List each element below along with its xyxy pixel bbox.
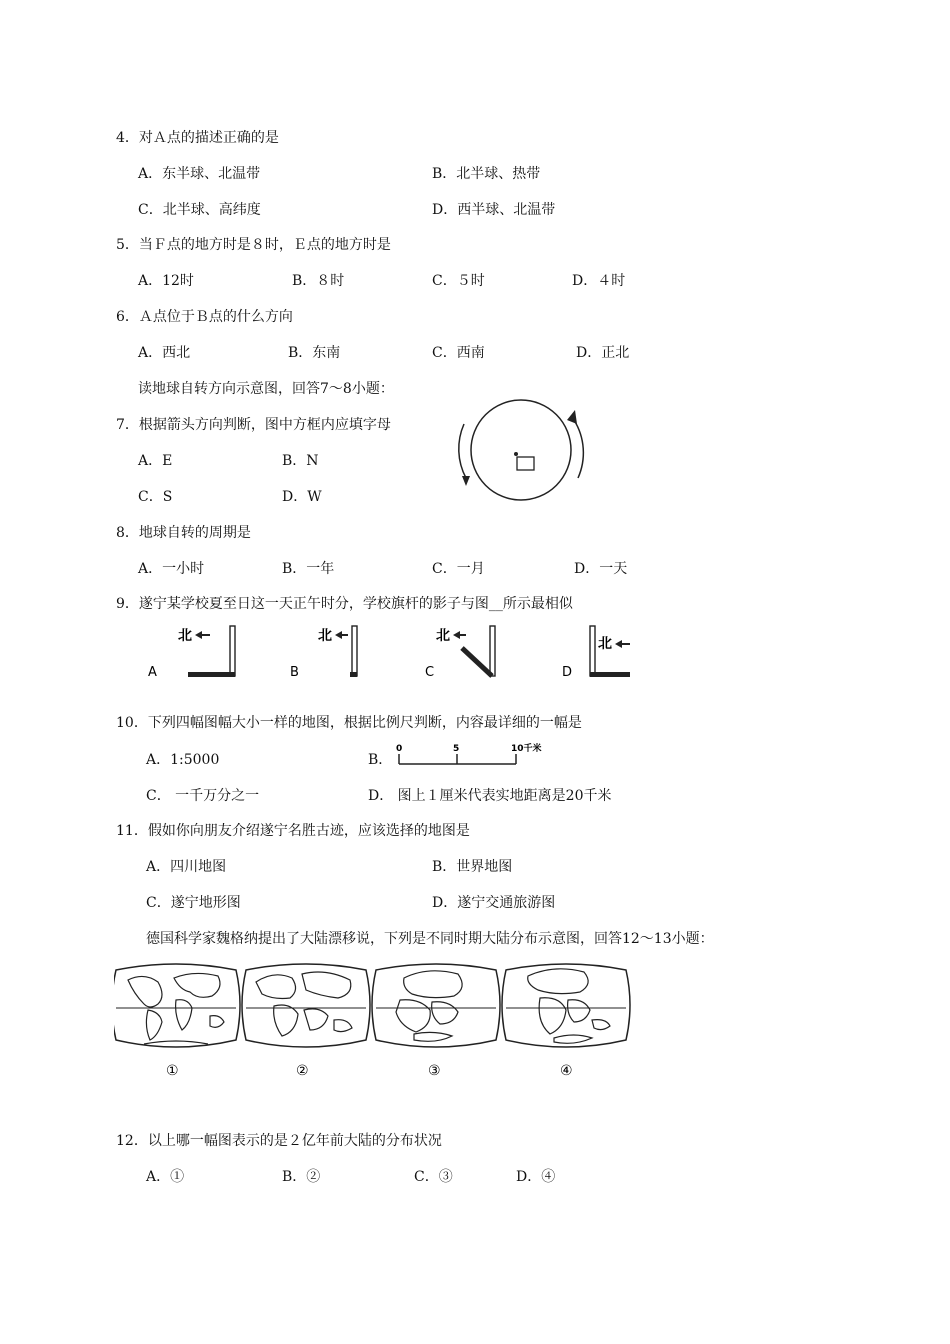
figure-label-b: B bbox=[290, 665, 299, 680]
q8-option-b: B．一年 bbox=[282, 561, 335, 577]
shadow-b bbox=[350, 672, 357, 677]
q7-option-c: C．S bbox=[138, 489, 173, 505]
q10-option-a: A．1:5000 bbox=[146, 752, 220, 768]
q4-option-b: B．北半球、热带 bbox=[432, 166, 541, 182]
map-3 bbox=[372, 964, 500, 1047]
q11-option-a: A．四川地图 bbox=[146, 859, 227, 875]
intro-12-13: 德国科学家魏格纳提出了大陆漂移说，下列是不同时期大陆分布示意图，回答12～13小题： bbox=[146, 931, 714, 947]
flagpole-c bbox=[490, 626, 495, 676]
north-label-d: 北 bbox=[598, 636, 612, 652]
q4-option-d: D．西半球、北温带 bbox=[432, 202, 556, 218]
shadow-d bbox=[590, 672, 630, 677]
scale-tick-10: 10千米 bbox=[511, 744, 542, 754]
q11-stem: 11．假如你向朋友介绍遂宁名胜古迹，应该选择的地图是 bbox=[116, 823, 470, 839]
q10-option-b: B． bbox=[368, 752, 393, 768]
q8-stem: 8．地球自转的周期是 bbox=[116, 525, 251, 541]
q12-option-b: B．② bbox=[282, 1169, 321, 1185]
q4-option-c: C．北半球、高纬度 bbox=[138, 202, 261, 218]
flagpole-b bbox=[352, 626, 357, 676]
map-label-3: ③ bbox=[428, 1063, 441, 1079]
north-label-a: 北 bbox=[178, 628, 192, 644]
q7-option-d: D．W bbox=[282, 489, 322, 505]
q4-stem: 4．对Ａ点的描述正确的是 bbox=[116, 130, 279, 146]
q7-option-a: A．E bbox=[138, 453, 173, 469]
map-label-2: ② bbox=[296, 1063, 309, 1079]
q12-option-a: A．① bbox=[146, 1169, 185, 1185]
map-1 bbox=[114, 964, 240, 1047]
map-label-1: ① bbox=[166, 1063, 179, 1079]
map-4 bbox=[502, 964, 630, 1047]
q11-option-d: D．遂宁交通旅游图 bbox=[432, 895, 556, 911]
q5-option-d: D．４时 bbox=[572, 273, 626, 289]
q5-option-a: A．12时 bbox=[138, 273, 194, 289]
figure-label-a: A bbox=[148, 665, 157, 680]
q6-option-d: D．正北 bbox=[576, 345, 630, 361]
flagpole-shadow-figures bbox=[140, 622, 640, 684]
scale-tick-0: 0 bbox=[396, 744, 403, 754]
flagpole-a bbox=[230, 626, 235, 676]
flagpole-d bbox=[590, 626, 595, 676]
q10-option-d: D． 图上１厘米代表实地距离是20千米 bbox=[368, 788, 612, 804]
q4-option-a: A．东半球、北温带 bbox=[138, 166, 261, 182]
continental-drift-maps bbox=[114, 960, 634, 1085]
figure-label-c: C bbox=[425, 665, 435, 680]
q5-option-b: B．８时 bbox=[292, 273, 345, 289]
shadow-a bbox=[188, 672, 235, 677]
map-label-4: ④ bbox=[560, 1063, 573, 1079]
q10-stem: 10．下列四幅图幅大小一样的地图，根据比例尺判断，内容最详细的一幅是 bbox=[116, 715, 582, 731]
q12-option-d: D．④ bbox=[516, 1169, 556, 1185]
figure-label-d: D bbox=[562, 665, 573, 680]
q10-option-c: C． 一千万分之一 bbox=[146, 788, 260, 804]
q6-option-a: A．西北 bbox=[138, 345, 191, 361]
q12-stem: 12．以上哪一幅图表示的是２亿年前大陆的分布状况 bbox=[116, 1133, 442, 1149]
scale-tick-5: 5 bbox=[453, 744, 460, 754]
intro-7-8: 读地球自转方向示意图，回答7～8小题： bbox=[138, 381, 394, 397]
q5-stem: 5．当Ｆ点的地方时是８时，Ｅ点的地方时是 bbox=[116, 237, 391, 253]
q8-option-c: C．一月 bbox=[432, 561, 485, 577]
q6-stem: 6．Ａ点位于Ｂ点的什么方向 bbox=[116, 309, 293, 325]
map-2 bbox=[242, 964, 370, 1047]
shadow-c bbox=[462, 648, 492, 676]
north-label-c: 北 bbox=[436, 628, 450, 644]
q7-option-b: B．N bbox=[282, 453, 319, 469]
scale-bar bbox=[394, 740, 554, 768]
q9-stem: 9．遂宁某学校夏至日这一天正午时分，学校旗杆的影子与图__所示最相似 bbox=[116, 596, 573, 612]
q6-option-b: B．东南 bbox=[288, 345, 341, 361]
earth-rotation-diagram bbox=[450, 396, 590, 506]
q5-option-c: C．５时 bbox=[432, 273, 485, 289]
q11-option-b: B．世界地图 bbox=[432, 859, 513, 875]
north-label-b: 北 bbox=[318, 628, 332, 644]
q6-option-c: C．西南 bbox=[432, 345, 485, 361]
q11-option-c: C．遂宁地形图 bbox=[146, 895, 241, 911]
q8-option-d: D．一天 bbox=[574, 561, 628, 577]
q7-stem: 7．根据箭头方向判断，图中方框内应填字母 bbox=[116, 417, 391, 433]
q12-option-c: C．③ bbox=[414, 1169, 453, 1185]
q8-option-a: A．一小时 bbox=[138, 561, 205, 577]
